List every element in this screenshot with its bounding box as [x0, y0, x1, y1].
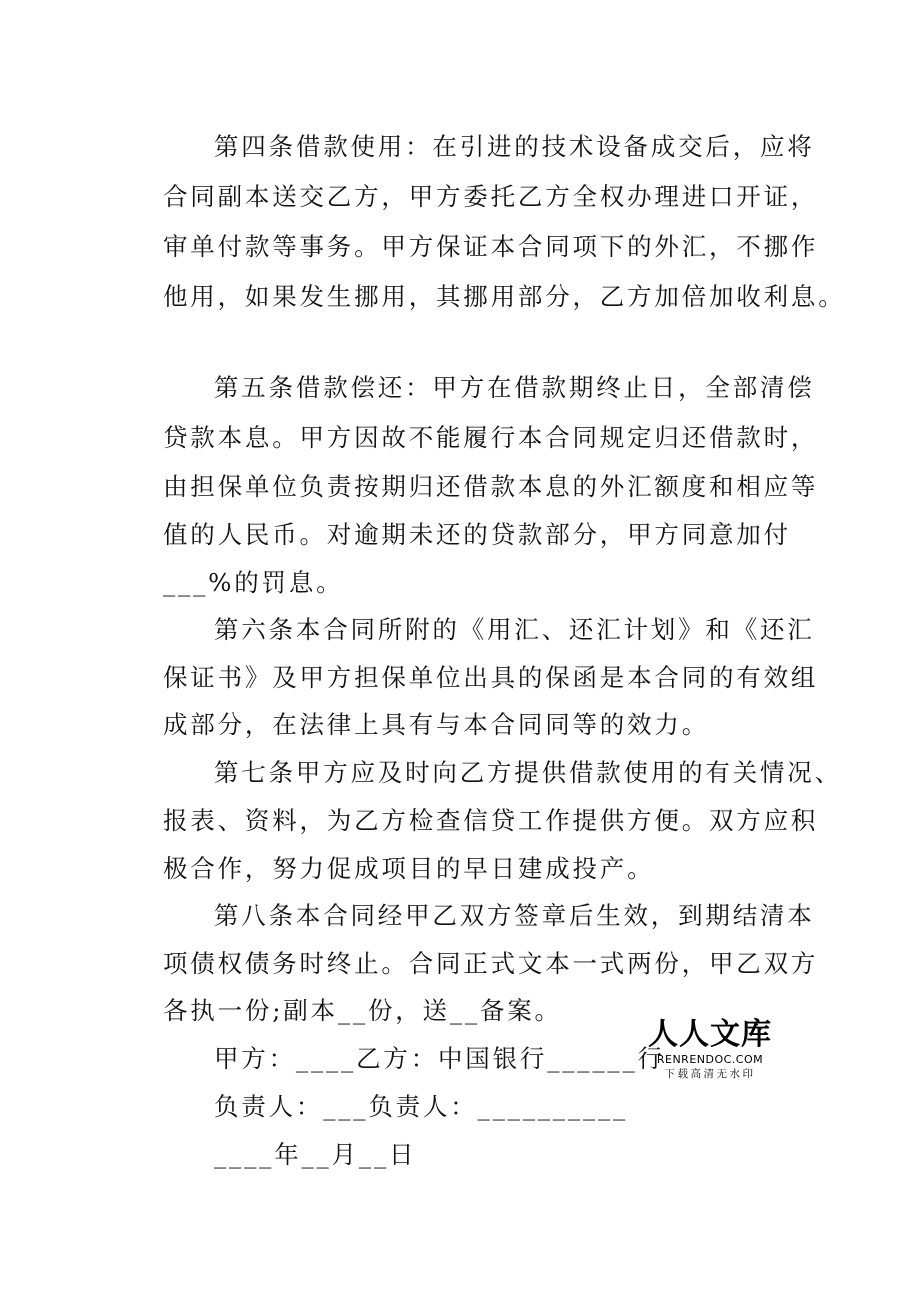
article-8-line-2: 项债权债务时终止。合同正式文本一式两份，甲乙双方	[163, 949, 819, 978]
watermark-logo	[640, 1017, 780, 1081]
article-6-line-1: 第六条本合同所附的《用汇、还汇计划》和《还汇	[214, 615, 815, 644]
watermark-subtitle: 下载高清无水印	[664, 1068, 756, 1080]
article-4-line-3: 审单付款等事务。甲方保证本合同项下的外汇，不挪作	[163, 232, 819, 261]
article-4-line-1: 第四条借款使用：在引进的技术设备成交后，应将	[214, 132, 815, 161]
parties-line: 甲方：____乙方：中国银行______行	[214, 1044, 665, 1073]
article-7-line-2: 报表、资料，为乙方检查信贷工作提供方便。双方应积	[163, 806, 819, 835]
article-7-line-1: 第七条甲方应及时向乙方提供借款使用的有关情况、	[214, 758, 842, 787]
article-5-line-1: 第五条借款偿还：甲方在借款期终止日，全部清偿	[214, 373, 815, 402]
article-8-line-1: 第八条本合同经甲乙双方签章后生效，到期结清本	[214, 901, 815, 930]
article-7-line-3: 极合作，努力促成项目的早日建成投产。	[163, 854, 655, 883]
article-5-line-2: 贷款本息。甲方因故不能履行本合同规定归还借款时，	[163, 423, 819, 452]
watermark-title: 人人文库	[648, 1017, 772, 1052]
article-4-line-4: 他用，如果发生挪用，其挪用部分，乙方加倍加收利息。	[163, 282, 846, 311]
responsible-person-line: 负责人：___负责人：__________	[214, 1092, 629, 1121]
article-8-line-3: 各执一份;副本__份，送__备案。	[163, 996, 562, 1025]
article-5-line-3: 由担保单位负责按期归还借款本息的外汇额度和相应等	[163, 472, 819, 501]
article-5-line-5: ___%的罚息。	[163, 568, 344, 597]
watermark-url: RENRENDOC.COM	[656, 1053, 764, 1066]
article-5-line-4: 值的人民币。对逾期未还的贷款部分，甲方同意加付	[163, 520, 791, 549]
date-line: ____年__月__日	[214, 1140, 417, 1169]
article-6-line-2: 保证书》及甲方担保单位出具的保函是本合同的有效组	[163, 663, 819, 692]
article-6-line-3: 成部分，在法律上具有与本合同同等的效力。	[163, 710, 709, 739]
article-4-line-2: 合同副本送交乙方，甲方委托乙方全权办理进口开证，	[163, 182, 819, 211]
